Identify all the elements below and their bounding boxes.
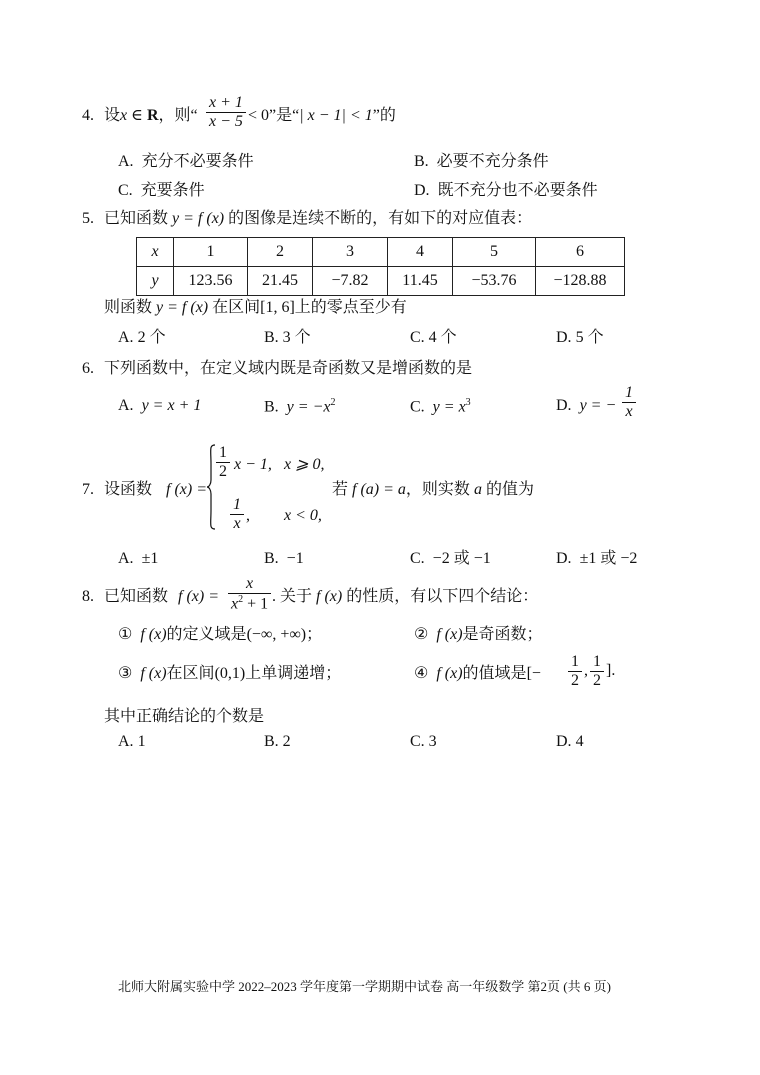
q6-option-a-label: A. — [118, 397, 134, 414]
q6-option-b-sup: 2 — [330, 397, 336, 408]
q7-case-1-fraction — [214, 444, 232, 480]
q6-option-a — [118, 398, 201, 414]
q7-case-2-num: 1 — [230, 496, 244, 515]
table-cell-y: 123.56 — [174, 267, 248, 296]
q8-frac-den-base: x — [231, 594, 239, 612]
q5-follow-c: 上的零点至少有 — [294, 299, 407, 316]
q8-c4-n2: 1 — [590, 653, 604, 672]
q7-case-2-fraction — [228, 496, 246, 532]
q8-fraction — [226, 575, 273, 613]
q7-stem-eq: f (a) = a — [352, 481, 406, 498]
q4-frac-num: x + 1 — [206, 94, 246, 113]
q6-option-d — [556, 398, 616, 414]
q6-option-d-label: D. — [556, 397, 572, 414]
q4-frac-den: x − 5 — [209, 112, 243, 130]
q8-frac-den-sup: 2 — [238, 593, 244, 605]
q7-case-1-num: 1 — [216, 444, 230, 463]
q8-c4-text: 的值域是 — [462, 665, 527, 682]
q4-stem-c: ”是“ — [269, 107, 300, 124]
q8-c3-text: 在区间 — [166, 665, 215, 682]
q5-option-c-text: 4 个 — [428, 329, 457, 346]
q8-stem-c: 的性质，有以下四个结论： — [346, 588, 539, 605]
table-cell-y: −53.76 — [453, 267, 536, 296]
q5-follow-a: 则函数 — [104, 299, 153, 316]
q8-option-b — [264, 734, 291, 750]
q7-stem-b: 若 — [332, 481, 349, 498]
table-cell-y: 21.45 — [248, 267, 313, 296]
q8-summary: 其中正确结论的个数是 — [104, 708, 265, 725]
q4-option-d-label: D. — [414, 182, 430, 199]
q8-c3-end: 上单调递增； — [245, 665, 342, 682]
q8-c3-mark: ③ — [118, 665, 133, 682]
q7-stem-var: a — [473, 481, 482, 498]
q4-option-d-text: 既不充分也不必要条件 — [437, 182, 598, 199]
q8-c1-text: 的定义域是 — [166, 626, 247, 643]
q5-option-a — [118, 330, 166, 346]
q8-c1-math: (−∞, +∞) — [246, 626, 307, 643]
q8-option-a-text: 1 — [137, 733, 146, 750]
q8-option-c — [410, 734, 437, 750]
q5-option-c — [410, 330, 457, 346]
q4-option-d — [414, 183, 598, 199]
q6-stem: 下列函数中，在定义域内既是奇函数又是增函数的是 — [104, 360, 473, 377]
q8-option-d — [556, 734, 584, 750]
q4-option-a — [118, 154, 254, 170]
table-cell-x: 2 — [248, 238, 313, 267]
q8-c2-mark: ② — [414, 626, 429, 643]
q8-c4-fx: f (x) — [436, 665, 463, 682]
table-cell-x: 5 — [453, 238, 536, 267]
q5-option-c-label: C. — [410, 329, 425, 346]
page-footer: 北师大附属实验中学 2022–2023 学年度第一学期期中试卷 高一年级数学 第2页 (共 6 页) — [118, 979, 611, 994]
q7-option-d-label: D. — [556, 550, 572, 567]
q8-c2-text: 是奇函数； — [462, 626, 543, 643]
q7-number: 7. — [82, 481, 94, 498]
q7-option-a — [118, 551, 158, 567]
table-cell-y: −7.82 — [313, 267, 388, 296]
q8-c4-d1: 2 — [571, 671, 579, 689]
q6-option-d-fraction — [620, 384, 638, 420]
q7-option-d — [556, 551, 637, 567]
q8-conclusion-4 — [414, 666, 541, 682]
q8-option-c-label: C. — [410, 733, 425, 750]
q5-follow-b: 在区间 — [212, 299, 261, 316]
q4-stem — [104, 108, 198, 124]
q4-stem-var: x — [120, 107, 128, 124]
q7-case-1-den: 2 — [219, 462, 227, 480]
q7-case-1-expr: x − 1, — [234, 456, 272, 473]
q4-stem-a: 设 — [104, 107, 121, 124]
q5-option-d — [556, 330, 604, 346]
q5-option-b-label: B. — [264, 329, 279, 346]
table-cell-x: 1 — [174, 238, 248, 267]
q6-option-d-num: 1 — [622, 384, 636, 403]
q8-stem-fx: f (x) — [316, 588, 343, 605]
q8-c1-fx: f (x) — [140, 626, 167, 643]
q8-c4-close: ]. — [606, 662, 616, 680]
q7-option-c — [410, 551, 491, 567]
q8-option-a — [118, 734, 146, 750]
q6-option-d-expr: y = − — [579, 397, 617, 414]
q5-follow-expr: y = f (x) — [156, 299, 209, 316]
q4-lt0: < 0 — [248, 107, 270, 124]
q6-number: 6. — [82, 360, 94, 377]
q8-option-b-label: B. — [264, 733, 279, 750]
q6-option-b-expr: y = −x — [286, 398, 331, 416]
table-cell-y: 11.45 — [388, 267, 453, 296]
q8-option-a-label: A. — [118, 733, 134, 750]
q5-follow-interval: [1, 6] — [260, 299, 295, 316]
q8-number: 8. — [82, 588, 94, 605]
q8-c2-fx: f (x) — [436, 626, 463, 643]
q8-option-c-text: 3 — [428, 733, 437, 750]
table-cell-x: 6 — [536, 238, 625, 267]
q8-c4-d2: 2 — [593, 671, 601, 689]
table-cell-y-label: y — [137, 267, 174, 296]
q5-option-b — [264, 330, 311, 346]
q4-option-b — [414, 154, 549, 170]
q6-option-c-sup: 3 — [465, 397, 471, 408]
q4-stem-in: ∈ — [127, 107, 147, 124]
q4-fraction — [204, 94, 248, 130]
q7-stem-rest — [332, 482, 534, 498]
q5-stem — [104, 211, 532, 227]
q6-option-d-den: x — [625, 402, 633, 420]
q5-option-b-text: 3 个 — [282, 329, 311, 346]
q8-option-d-text: 4 — [575, 733, 584, 750]
q5-option-a-text: 2 个 — [137, 329, 166, 346]
q8-stem-b: . 关于 — [272, 588, 313, 605]
q4-stem-set: R — [146, 107, 159, 124]
q8-c4-comma: , — [584, 662, 588, 680]
q6-option-c-expr: y = x — [432, 398, 466, 416]
q8-option-b-text: 2 — [282, 733, 291, 750]
q8-c4-mark: ④ — [414, 665, 429, 682]
q7-option-c-text: −2 或 −1 — [432, 550, 491, 567]
q8-stem-f: f (x) = — [178, 588, 219, 605]
q7-stem-d: 的值为 — [485, 481, 534, 498]
q5-option-a-label: A. — [118, 329, 134, 346]
q7-stem-c: ，则实数 — [405, 481, 470, 498]
q4-stem-rest — [248, 108, 396, 124]
q7-option-a-text: ±1 — [141, 550, 159, 567]
q5-stem-b: 的图像是连续不断的，有如下的对应值表： — [228, 210, 533, 227]
q8-frac-num: x — [228, 575, 271, 594]
q8-c1-end: ； — [306, 626, 323, 643]
q8-c1-mark: ① — [118, 626, 133, 643]
q7-option-b — [264, 551, 304, 567]
table-cell-x-label: x — [137, 238, 174, 267]
q5-follow — [104, 300, 407, 316]
table-cell-x: 4 — [388, 238, 453, 267]
q7-option-b-text: −1 — [286, 550, 304, 567]
q4-option-b-text: 必要不充分条件 — [436, 153, 549, 170]
q6-option-b-label: B. — [264, 398, 279, 416]
q7-stem-f: f (x) = — [166, 481, 207, 498]
q4-option-c-text: 充要条件 — [140, 182, 205, 199]
q5-value-table — [136, 237, 625, 296]
q7-option-a-label: A. — [118, 550, 134, 567]
q7-option-d-text: ±1 或 −2 — [579, 550, 638, 567]
q8-stem-a: 已知函数 — [104, 588, 169, 605]
table-row-y — [137, 267, 625, 296]
q5-stem-a: 已知函数 — [104, 210, 169, 227]
q8-stem-rest — [272, 589, 538, 605]
q8-c4-open: [− — [526, 665, 541, 682]
q5-number: 5. — [82, 210, 94, 227]
q8-c4-range — [566, 653, 615, 689]
q5-option-d-label: D. — [556, 329, 572, 346]
q4-option-c-label: C. — [118, 182, 133, 199]
q8-frac-den-rest: + 1 — [243, 594, 269, 612]
q8-option-d-label: D. — [556, 733, 572, 750]
q4-abs-expr: | x − 1| < 1 — [299, 107, 373, 124]
q8-conclusion-3 — [118, 666, 341, 682]
q6-option-c-label: C. — [410, 398, 425, 416]
q7-case-2-den: x — [233, 514, 241, 532]
q8-c4-n1: 1 — [568, 653, 582, 672]
q4-option-b-label: B. — [414, 153, 429, 170]
table-row-x — [137, 238, 625, 267]
table-cell-y: −128.88 — [536, 267, 625, 296]
q4-option-a-text: 充分不必要条件 — [141, 153, 254, 170]
q8-c3-fx: f (x) — [140, 665, 167, 682]
q8-frac-den — [228, 594, 271, 613]
q6-option-c — [410, 398, 471, 415]
q4-option-a-label: A. — [118, 153, 134, 170]
q6-option-b — [264, 398, 335, 415]
q7-stem-a: 设函数 — [104, 481, 153, 498]
q7-case-1-cond: x ⩾ 0, — [284, 456, 325, 473]
q5-stem-expr: y = f (x) — [172, 210, 225, 227]
q4-stem-b: ，则“ — [158, 107, 198, 124]
q5-option-d-text: 5 个 — [575, 329, 604, 346]
q7-case-2-expr: , — [246, 507, 250, 524]
q4-option-c — [118, 183, 205, 199]
q8-conclusion-2 — [414, 627, 543, 643]
q4-number: 4. — [82, 107, 94, 124]
q8-c3-math: (0,1) — [214, 665, 246, 682]
q7-option-c-label: C. — [410, 550, 425, 567]
table-cell-x: 3 — [313, 238, 388, 267]
q8-conclusion-1 — [118, 627, 322, 643]
q7-option-b-label: B. — [264, 550, 279, 567]
q7-case-2-cond: x < 0, — [284, 507, 322, 524]
q6-option-a-expr: y = x + 1 — [141, 397, 202, 414]
q4-stem-d: ”的 — [372, 107, 396, 124]
